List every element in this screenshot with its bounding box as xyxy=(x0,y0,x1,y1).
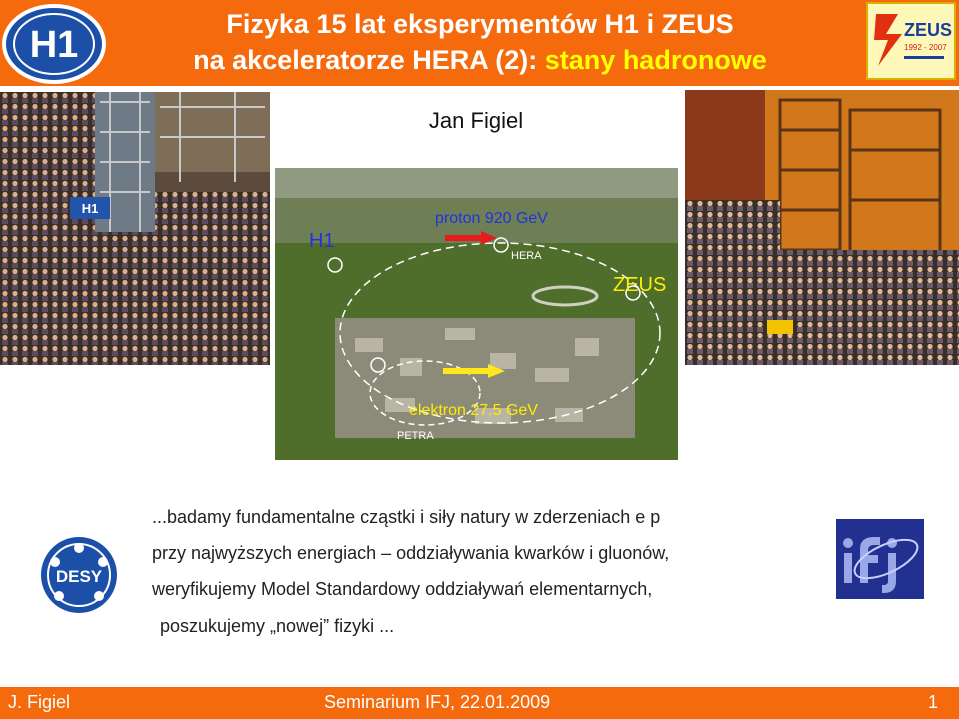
h1-collaboration-photo xyxy=(0,92,270,365)
desy-logo-text: DESY xyxy=(55,567,103,586)
footer-author: J. Figiel xyxy=(8,692,71,712)
label-electron: elektron 27.5 GeV xyxy=(409,402,538,419)
title-line-2 xyxy=(120,42,840,78)
label-hera: HERA xyxy=(511,250,542,262)
h1-banner-text: H1 xyxy=(81,201,99,216)
title-line-2-prefix: na akceleratorze HERA (2): xyxy=(193,45,545,75)
hera-aerial-photo xyxy=(275,168,678,460)
zeus-logo xyxy=(866,2,956,80)
h1-logo-text: H1 xyxy=(29,24,79,66)
label-proton: proton 920 GeV xyxy=(435,210,548,227)
header-bar xyxy=(0,0,959,86)
label-h1: H1 xyxy=(309,230,335,252)
h1-logo xyxy=(2,2,114,84)
label-petra: PETRA xyxy=(397,430,434,442)
label-zeus: ZEUS xyxy=(613,274,667,296)
desy-logo xyxy=(33,532,125,618)
author-name: Jan Figiel xyxy=(428,108,524,133)
slide-title xyxy=(120,6,840,78)
footer-seminar: Seminarium IFJ, 22.01.2009 xyxy=(324,692,551,712)
footer-bar xyxy=(0,687,959,719)
title-highlight: stany hadronowe xyxy=(544,45,767,75)
zeus-collaboration-photo xyxy=(685,90,959,365)
footer-page-number: 1 xyxy=(928,692,939,712)
zeus-logo-text: ZEUS xyxy=(904,20,953,40)
zeus-logo-years: 1992 - 2007 xyxy=(904,43,947,52)
body-line-3: weryfikujemy Model Standardowy oddziaływań elementarnych, xyxy=(152,579,653,599)
title-line-1: Fizyka 15 lat eksperymentów H1 i ZEUS xyxy=(226,9,734,39)
body-line-1: ...badamy fundamentalne cząstki i siły natury w zderzeniach e p xyxy=(152,507,661,527)
body-line-4: poszukujemy „nowej” fizyki ... xyxy=(160,616,395,636)
body-line-2: przy najwyższych energiach – oddziaływania kwarków i gluonów, xyxy=(152,543,670,563)
ifj-logo xyxy=(836,519,924,599)
